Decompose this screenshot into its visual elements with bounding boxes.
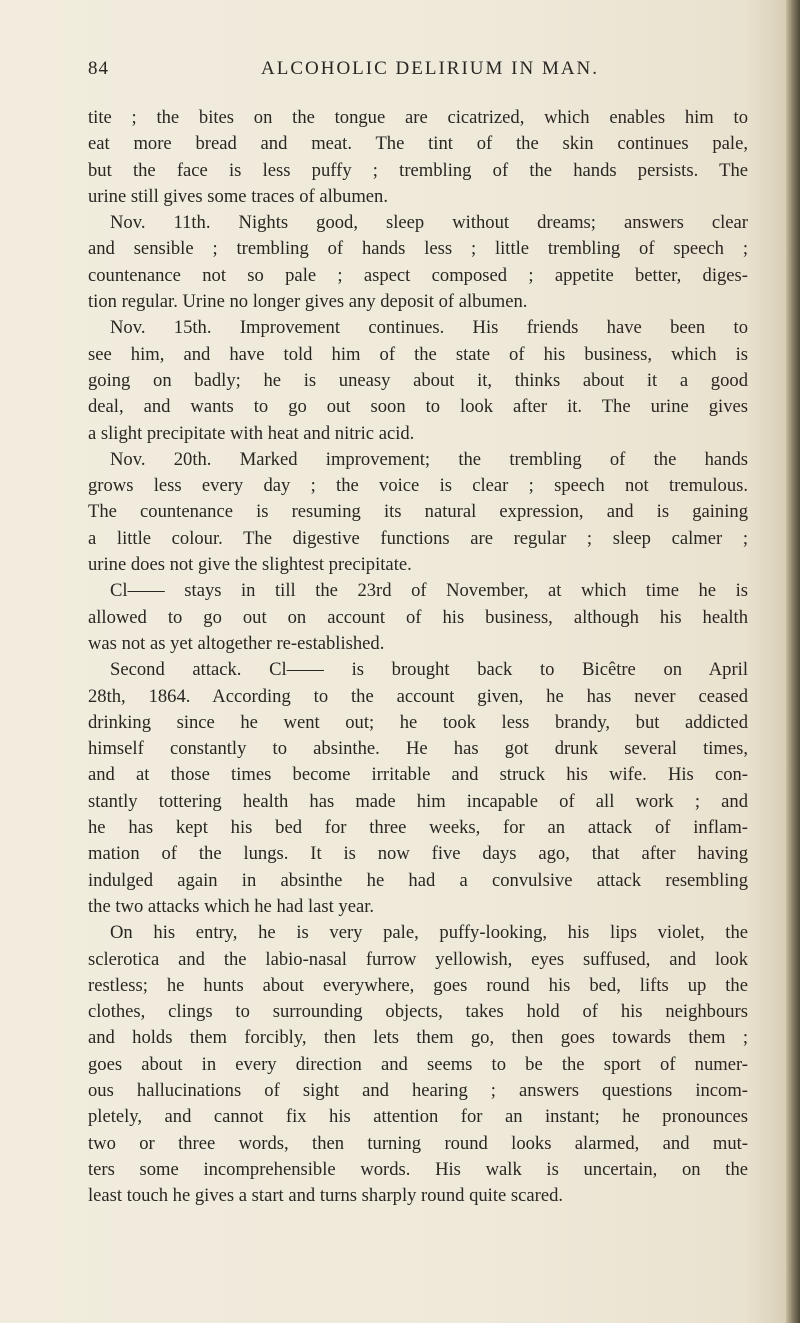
text-line: countenance not so pale ; aspect composed ; appetite better, diges- — [88, 264, 748, 286]
text-line: pletely, and cannot fix his attention for an instant; he pronounces — [88, 1106, 748, 1128]
text-line: eat more bread and meat. The tint of the skin continues pale, — [88, 133, 748, 155]
text-line: grows less every day ; the voice is clear ; speech not tremulous. — [88, 475, 748, 497]
text-line: sclerotica and the labio-nasal furrow yellowish, eyes suffused, and look — [88, 948, 748, 970]
text-line: Cl—— stays in till the 23rd of November, at which time he is — [110, 580, 748, 602]
text-line: urine does not give the slightest precipitate. — [88, 554, 412, 576]
text-line: least touch he gives a start and turns sharply round quite scared. — [88, 1185, 564, 1207]
text-line: clothes, clings to surrounding objects, takes hold of his neighbours — [88, 1001, 748, 1023]
text-line: he has kept his bed for three weeks, for an attack of inflam- — [88, 817, 748, 839]
text-line: tite ; the bites on the tongue are cicatrized, which enables him to — [88, 107, 748, 128]
text-line: a slight precipitate with heat and nitric acid. — [88, 422, 415, 444]
page-number: 84 — [88, 58, 109, 79]
text-line: ous hallucinations of sight and hearing ; answers questions incom- — [88, 1079, 748, 1101]
text-line: The countenance is resuming its natural expression, and is gaining — [88, 501, 748, 523]
body-text — [88, 105, 748, 1209]
text-line: ters some incomprehensible words. His walk is uncertain, on the — [88, 1158, 748, 1180]
text-line: the two attacks which he had last year. — [88, 895, 375, 917]
text-line: and holds them forcibly, then lets them go, then goes towards them ; — [88, 1027, 748, 1049]
text-line: a little colour. The digestive functions are regular ; sleep calmer ; — [88, 527, 748, 549]
text-line: allowed to go out on account of his business, although his health — [88, 606, 748, 628]
text-line: urine still gives some traces of albumen. — [88, 185, 389, 207]
text-line: indulged again in absinthe he had a convulsive attack resembling — [88, 869, 748, 891]
text-line: 28th, 1864. According to the account given, he has never ceased — [88, 685, 748, 707]
text-line: and at those times become irritable and struck his wife. His con- — [88, 764, 748, 786]
text-line: himself constantly to absinthe. He has got drunk several times, — [88, 738, 748, 760]
text-line: Nov. 15th. Improvement continues. His friends have been to — [110, 317, 748, 339]
text-line: Second attack. Cl—— is brought back to Bicêtre on April — [110, 659, 748, 681]
text-line: restless; he hunts about everywhere, goes round his bed, lifts up the — [88, 974, 748, 996]
text-line: goes about in every direction and seems to be the sport of numer- — [88, 1053, 748, 1075]
text-line: stantly tottering health has made him incapable of all work ; and — [88, 790, 748, 812]
text-line: mation of the lungs. It is now five days ago, that after having — [88, 843, 748, 865]
text-line: was not as yet altogether re-established. — [88, 632, 385, 654]
text-line: tion regular. Urine no longer gives any deposit of albumen. — [88, 291, 528, 313]
text-line: On his entry, he is very pale, puffy-looking, his lips violet, the — [110, 922, 748, 944]
text-line: but the face is less puffy ; trembling of the hands persists. The — [88, 159, 748, 181]
text-line: drinking since he went out; he took less brandy, but addicted — [88, 711, 748, 733]
text-line: two or three words, then turning round looks alarmed, and mut- — [88, 1132, 748, 1154]
page-header — [88, 58, 748, 88]
text-line: Nov. 20th. Marked improvement; the trembling of the hands — [110, 448, 748, 470]
text-line: going on badly; he is uneasy about it, thinks about it a good — [88, 369, 748, 391]
text-line: deal, and wants to go out soon to look after it. The urine gives — [88, 396, 748, 418]
text-line: see him, and have told him of the state of his business, which is — [88, 343, 748, 365]
page-edge-shadow — [786, 0, 800, 1323]
running-title: ALCOHOLIC DELIRIUM IN MAN. — [261, 58, 600, 79]
text-line: Nov. 11th. Nights good, sleep without dreams; answers clear — [110, 212, 748, 234]
text-line: and sensible ; trembling of hands less ; little trembling of speech ; — [88, 238, 748, 260]
